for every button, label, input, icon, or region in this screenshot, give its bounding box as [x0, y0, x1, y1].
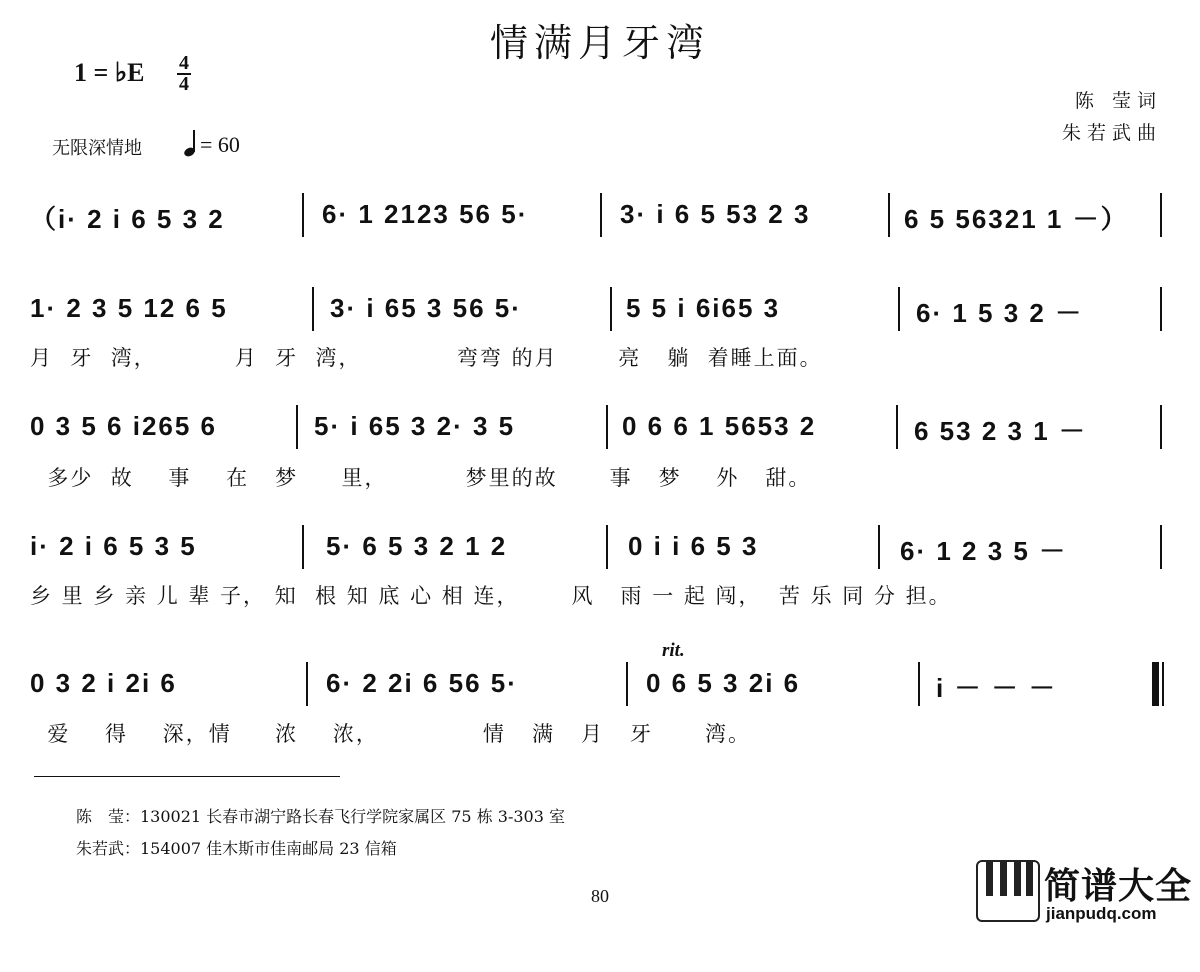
measure: 6· 1 2 3 5 － — [900, 536, 1068, 566]
lyrics-line-5: 爱 得 深，情 浓 浓， 情 满 月 牙 湾。 — [30, 722, 752, 746]
quarter-note-icon — [184, 128, 196, 156]
lyricist-credit: 陈 莹词 — [1074, 90, 1162, 112]
address-composer: 朱若武：154007 佳木斯市佳南邮局 23 信箱 — [76, 839, 397, 858]
page-number: 80 — [591, 886, 609, 906]
measure: 3· i 6 5 53 2 3 — [620, 199, 811, 229]
measure: i· 2 i 6 5 3 5 — [30, 531, 197, 561]
measure: 0 i i 6 5 3 — [628, 531, 759, 561]
measure: 5· 6 5 3 2 1 2 — [326, 531, 508, 561]
measure: 6· 2 2i 6 56 5· — [326, 668, 518, 698]
site-logo — [976, 858, 1200, 929]
measure: 0 6 6 1 5653 2 — [622, 411, 817, 441]
composer-credit: 朱若武曲 — [1061, 122, 1162, 144]
measure: 1· 2 3 5 12 6 5 — [30, 293, 228, 323]
lyrics-line-2: 月 牙 湾， 月 牙 湾， 弯弯 的月 亮 躺 着睡上面。 — [30, 346, 823, 370]
measure: 5 5 i 6i65 3 — [626, 293, 781, 323]
time-signature — [176, 54, 192, 94]
measure: 0 3 5 6 i265 6 — [30, 411, 218, 441]
score-line-3 — [30, 405, 1170, 445]
logo-text: 简谱大全 — [1044, 866, 1193, 907]
score-title: 情满月牙湾 — [489, 21, 710, 65]
logo-url: jianpudq.com — [1046, 904, 1157, 923]
score-line-5 — [30, 662, 1170, 702]
score-line-4 — [30, 525, 1170, 565]
score-line-1 — [30, 193, 1170, 233]
lyrics-line-3: 多少 故 事 在 梦 里， 梦里的故 事 梦 外 甜。 — [30, 466, 812, 490]
tempo-value: = 60 — [200, 132, 240, 157]
ritardando-marking: rit. — [662, 640, 685, 661]
measure: i － － － — [936, 673, 1057, 703]
expression-marking: 无限深情地 — [52, 138, 142, 159]
measure: 6 5 56321 1 －） — [904, 204, 1129, 234]
measure: 3· i 65 3 56 5· — [330, 293, 522, 323]
measure: 0 3 2 i 2i 6 — [30, 668, 177, 698]
measure: 6· 1 5 3 2 － — [916, 298, 1084, 328]
measure: （i· 2 i 6 5 3 2 — [30, 204, 225, 234]
lyrics-line-4: 乡 里 乡 亲 儿 辈 子， 知 根 知 底 心 相 连， 风 雨 一 起 闯， 苦 乐 同 分 担。 — [30, 584, 952, 608]
score-line-2 — [30, 287, 1170, 327]
measure: 6 53 2 3 1 － — [914, 416, 1087, 446]
key-signature: 1 = ♭E — [74, 58, 145, 87]
measure: 5· i 65 3 2· 3 5 — [314, 411, 516, 441]
measure: 6· 1 2123 56 5· — [322, 199, 529, 229]
piano-icon — [976, 860, 1040, 922]
time-signature-bottom: 4 — [179, 73, 189, 95]
measure: 0 6 5 3 2i 6 — [646, 668, 801, 698]
address-lyricist: 陈 莹：130021 长春市湖宁路长春飞行学院家属区 75 栋 3-303 室 — [76, 807, 565, 826]
time-signature-top: 4 — [179, 52, 189, 74]
footnote-divider — [34, 776, 340, 777]
tempo-marking — [184, 128, 240, 158]
